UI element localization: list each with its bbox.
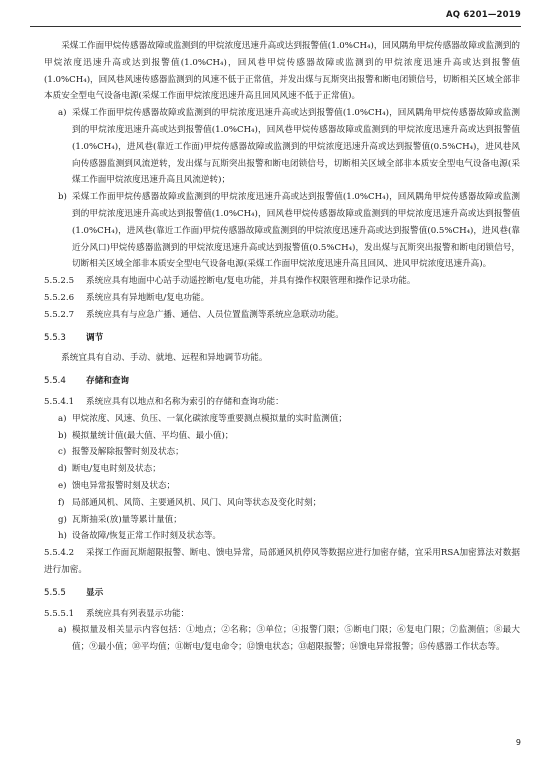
section-title: 存储和查询 — [86, 376, 129, 387]
list-item-text: 甲烷浓度、风速、负压、一氧化碳浓度等重要测点模拟量的实时监测值； — [72, 413, 348, 424]
list-marker: h) — [58, 531, 67, 542]
list-item — [44, 461, 520, 478]
section-number: 5.5.5 — [44, 587, 66, 598]
intro-paragraph: 采煤工作面甲烷传感器故障或监测到的甲烷浓度迅速升高或达到报警值(1.0%CH₄)，回风隅角甲烷传感器故障或监测到的甲烷浓度迅速升高或达到报警值(1.0%CH₄)，回风巷甲烷传感器故障或监测到的甲烷浓度迅速升高或达到报警值(1.0%CH₄)，回风巷风速传感器监测到的风速不低于正常值，并发出煤与瓦斯突出报警和断电闭锁信号，切断相关区域全部非本质安全型电气设备电源(采煤工作面甲烷浓度迅速升高且回风风速不低于正常值)。 — [44, 41, 520, 102]
clause-number: 5.5.5.1 — [44, 608, 75, 619]
list-item-text: 采煤工作面甲烷传感器故障或监测到的甲烷浓度迅速升高或达到报警值(1.0%CH₄)，回风隅角甲烷传感器故障或监测到的甲烷浓度迅速升高或达到报警值(1.0%CH₄)，回风巷甲烷传感器故障或监测到的甲烷浓度迅速升高或达到报警值(1.0%CH₄)，进风巷(靠近工作面)甲烷传感器故障或监测到的甲烷浓度迅速升高或达到报警值(0.5%CH₄)，进风巷风向传感器监测到风流逆转，发出煤与瓦斯突出报警和断电闭锁信号，切断相关区域全部非本质安全型电气设备电源(采煤工作面甲烷浓度迅速升高且风流逆转)； — [72, 108, 520, 186]
clause-text: 系统应具有地面中心站手动遥控断电/复电功能，并具有操作权限管理和操作记录功能。 — [86, 276, 416, 287]
clause-text: 系统应具有以地点和名称为索引的存储和查询功能： — [86, 396, 284, 407]
clause-number: 5.5.4.2 — [44, 548, 75, 559]
list-marker: e) — [58, 480, 67, 491]
list-item — [44, 478, 520, 495]
list-marker: a) — [58, 625, 67, 636]
list-marker: b) — [58, 430, 67, 441]
clause-number: 5.5.2.7 — [44, 309, 75, 320]
section-heading-5-5-5 — [44, 585, 520, 602]
clause-number: 5.5.4.1 — [44, 396, 75, 407]
list-marker: c) — [58, 447, 67, 458]
clause-5-5-2-7 — [44, 307, 520, 324]
header-rule — [30, 26, 521, 27]
list-item — [44, 512, 520, 529]
clause-number: 5.5.2.6 — [44, 292, 75, 303]
list-item — [44, 622, 520, 656]
section-title: 显示 — [86, 587, 104, 598]
clause-5-5-5-1 — [44, 606, 520, 623]
clause-number: 5.5.2.5 — [44, 276, 75, 287]
list-item — [44, 105, 520, 189]
page-body — [44, 38, 520, 656]
list-item-text: 报警及解除报警时刻及状态； — [72, 447, 184, 458]
clause-text: 系统应具有异地断电/复电功能。 — [86, 292, 210, 303]
clause-5-5-4-1 — [44, 394, 520, 411]
list-item-text: 模拟量统计值(最大值、平均值、最小值)； — [72, 430, 234, 441]
clause-text: 采探工作面瓦斯超限报警、断电、馈电异常，局部通风机停风等数据应进行加密存储，宜采用RSA加密算法对数据进行加密。 — [44, 548, 520, 575]
list-marker: a) — [58, 108, 67, 119]
list-item — [44, 528, 520, 545]
clause-text: 系统应具有与应急广播、通信、人员位置监测等系统应急联动功能。 — [86, 309, 344, 320]
clause-5-5-2-5 — [44, 273, 520, 290]
section-heading-5-5-3 — [44, 330, 520, 347]
standard-code: AQ 6201—2019 — [446, 10, 521, 20]
list-item-text: 模拟量及相关显示内容包括：①地点；②名称；③单位；④报警门限；⑤断电门限；⑥复电门限；⑦监测值；⑧最大值；⑨最小值；⑩平均值；⑪断电/复电命令；⑫馈电状态；⑬超限报警；⑭馈电异常报警；⑮传感器工作状态等。 — [72, 625, 520, 653]
page-number: 9 — [515, 738, 521, 747]
section-number: 5.5.3 — [44, 332, 66, 343]
section-heading-5-5-4 — [44, 373, 520, 390]
clause-text: 系统应具有列表显示功能： — [86, 608, 190, 619]
section-title: 调节 — [86, 332, 104, 343]
list-item-text: 断电/复电时刻及状态； — [72, 464, 161, 475]
list-marker: d) — [58, 464, 67, 475]
section-paragraph: 系统宜具有自动、手动、就地、远程和异地调节功能。 — [61, 353, 268, 364]
section-number: 5.5.4 — [44, 376, 66, 387]
list-marker: b) — [58, 192, 67, 203]
list-item-text: 瓦斯抽采(放)量等累计量值； — [72, 514, 182, 525]
list-marker: a) — [58, 413, 67, 424]
list-item-text: 采煤工作面甲烷传感器故障或监测到的甲烷浓度迅速升高或达到报警值(1.0%CH₄)，回风隅角甲烷传感器故障或监测到的甲烷浓度迅速升高或达到报警值(1.0%CH₄)，回风巷甲烷传感器故障或监测到的甲烷浓度迅速升高或达到报警值(1.0%CH₄)，进风巷(靠近工作面)甲烷传感器故障或监测到的甲烷浓度迅速升高或达到报警值(0.5%CH₄)，进风巷(靠近分风口)甲烷传感器监测到的甲烷浓度迅速升高或达到报警值(0.5%CH₄)，发出煤与瓦斯突出报警和断电闭锁信号，切断相关区域全部非本质安全型电气设备电源(采煤工作面甲烷浓度迅速升高且回风、进风甲烷浓度迅速升高)。 — [72, 192, 520, 270]
list-item-text: 设备故障/恢复正常工作时刻及状态等。 — [72, 531, 221, 542]
list-item — [44, 189, 520, 273]
list-item — [44, 495, 520, 512]
list-item — [44, 444, 520, 461]
list-item — [44, 411, 520, 428]
list-marker: g) — [58, 514, 67, 525]
list-item-text: 馈电异常报警时刻及状态； — [72, 480, 176, 491]
list-marker: f) — [58, 497, 65, 508]
clause-5-5-2-6 — [44, 290, 520, 307]
clause-5-5-4-2 — [44, 545, 520, 579]
list-item — [44, 428, 520, 445]
list-item-text: 局部通风机、风筒、主要通风机、风门、风向等状态及变化时刻； — [72, 497, 322, 508]
